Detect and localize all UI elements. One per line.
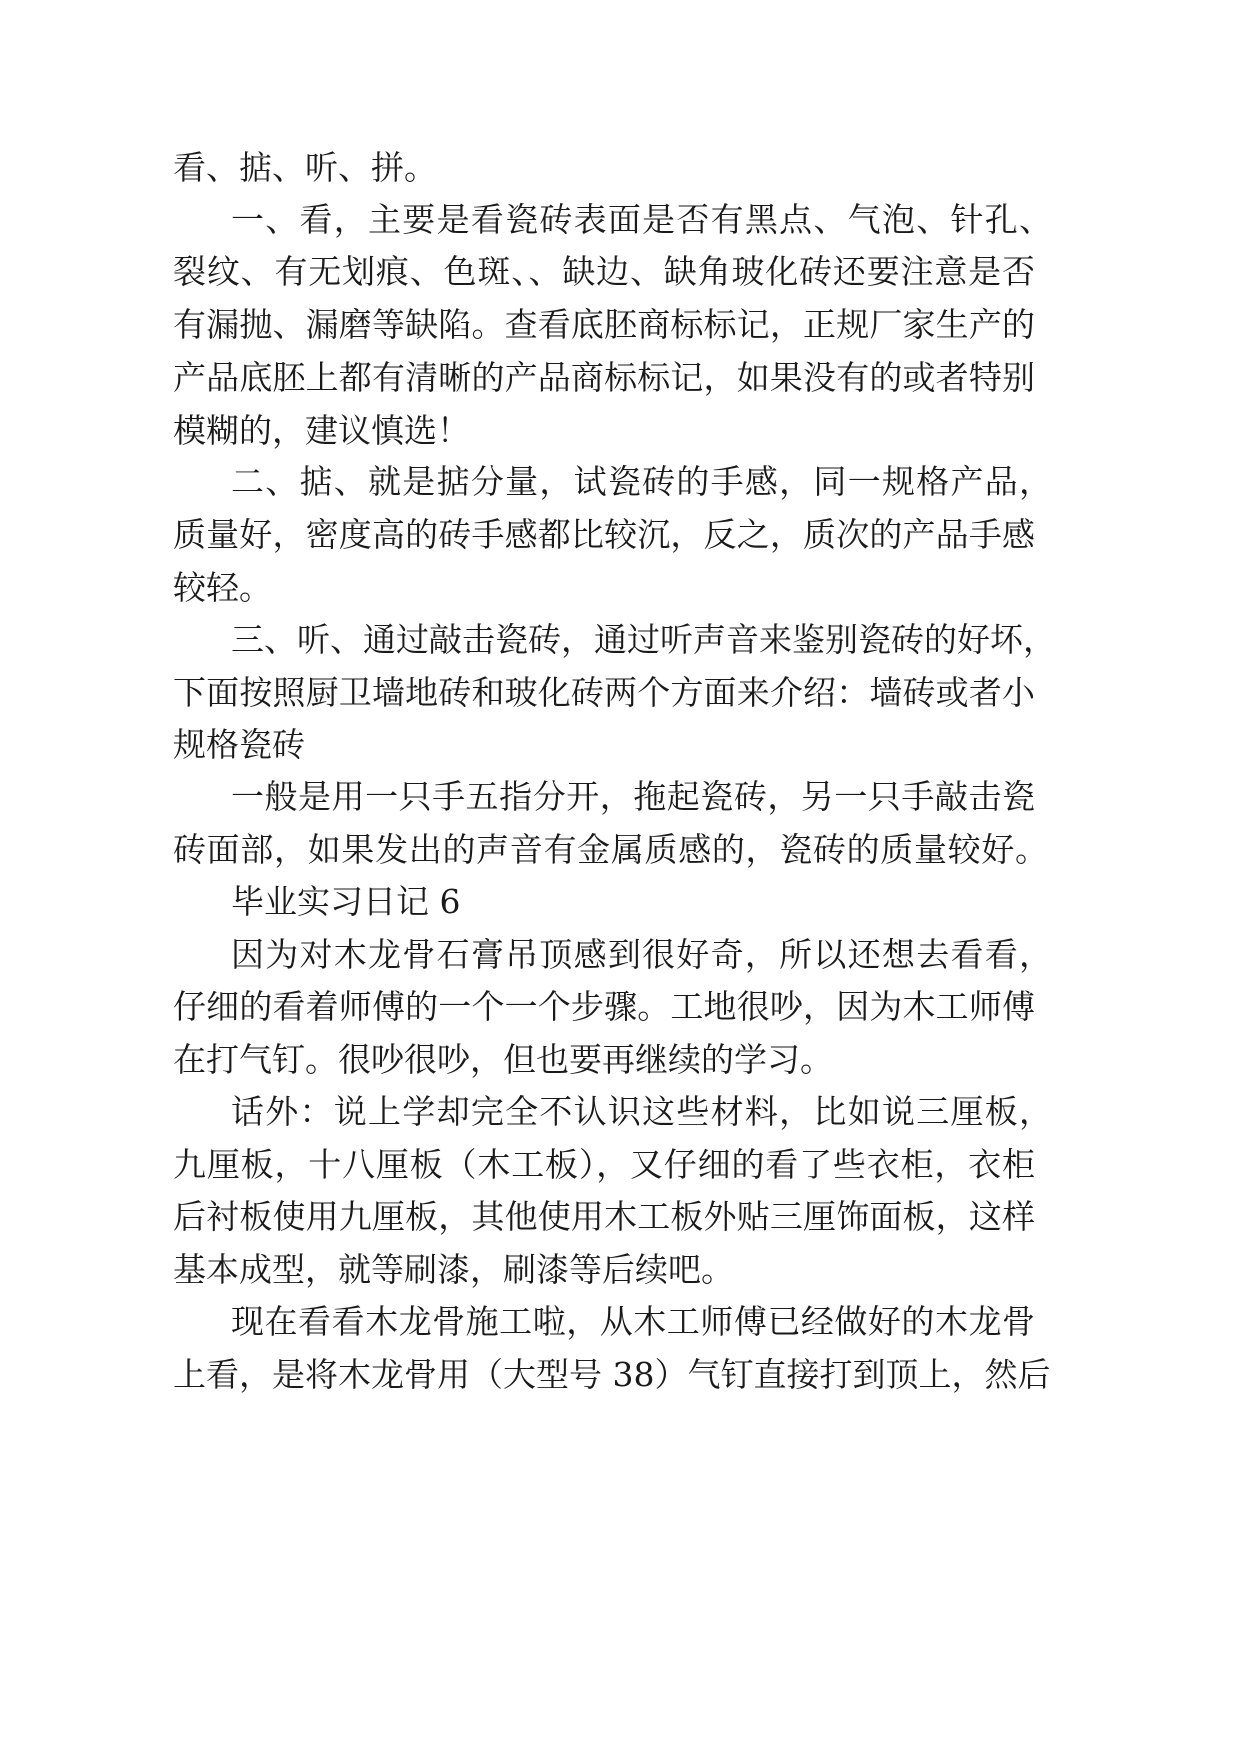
text-line-17: 仔细的看着师傅的一个一个步骤。工地很吵，因为木工师傅 xyxy=(173,987,1035,1026)
text-line-14: 砖面部，如果发出的声音有金属质感的，瓷砖的质量较好。 xyxy=(173,830,1048,869)
text-line-8: 质量好，密度高的砖手感都比较沉，反之，质次的产品手感 xyxy=(173,515,1035,554)
text-line-5: 产品底胚上都有清晰的产品商标标记，如果没有的或者特别 xyxy=(173,358,1035,397)
text-line-12: 规格瓷砖 xyxy=(173,725,305,764)
text-line-21: 后衬板使用九厘板，其他使用木工板外贴三厘饰面板，这样 xyxy=(173,1197,1035,1236)
text-line-2: 一、看，主要是看瓷砖表面是否有黑点、气泡、针孔、 xyxy=(231,200,1052,239)
section-heading: 毕业实习日记 6 xyxy=(231,882,461,921)
text-line-13: 一般是用一只手五指分开，拖起瓷砖，另一只手敲击瓷 xyxy=(231,777,1035,816)
text-line-11: 下面按照厨卫墙地砖和玻化砖两个方面来介绍：墙砖或者小 xyxy=(173,673,1035,712)
text-line-7: 二、掂、就是掂分量，试瓷砖的手感，同一规格产品， xyxy=(231,462,1052,501)
text-line-10: 三、听、通过敲击瓷砖，通过听声音来鉴别瓷砖的好坏， xyxy=(231,620,1056,659)
text-line-24: 上看，是将木龙骨用（大型号 38）气钉直接打到顶上，然后 xyxy=(173,1355,1051,1394)
text-line-20: 九厘板，十八厘板（木工板），又仔细的看了些衣柜，衣柜 xyxy=(173,1145,1035,1184)
text-line-9: 较轻。 xyxy=(173,568,272,607)
text-line-22: 基本成型，就等刷漆，刷漆等后续吧。 xyxy=(173,1250,734,1289)
text-line-23: 现在看看木龙骨施工啦，从木工师傅已经做好的木龙骨 xyxy=(231,1302,1035,1341)
text-line-3: 裂纹、有无划痕、色斑、、缺边、缺角玻化砖还要注意是否 xyxy=(173,252,1035,291)
text-line-6: 模糊的，建议慎选！ xyxy=(173,411,470,450)
text-line-19: 话外：说上学却完全不认识这些材料，比如说三厘板， xyxy=(231,1092,1052,1131)
text-line-4: 有漏抛、漏磨等缺陷。查看底胚商标标记，正规厂家生产的 xyxy=(173,305,1035,344)
text-line-16: 因为对木龙骨石膏吊顶感到很好奇，所以还想去看看， xyxy=(231,935,1052,974)
text-line-18: 在打气钉。很吵很吵，但也要再继续的学习。 xyxy=(173,1040,833,1079)
text-line-1: 看、掂、听、拼。 xyxy=(173,148,437,187)
